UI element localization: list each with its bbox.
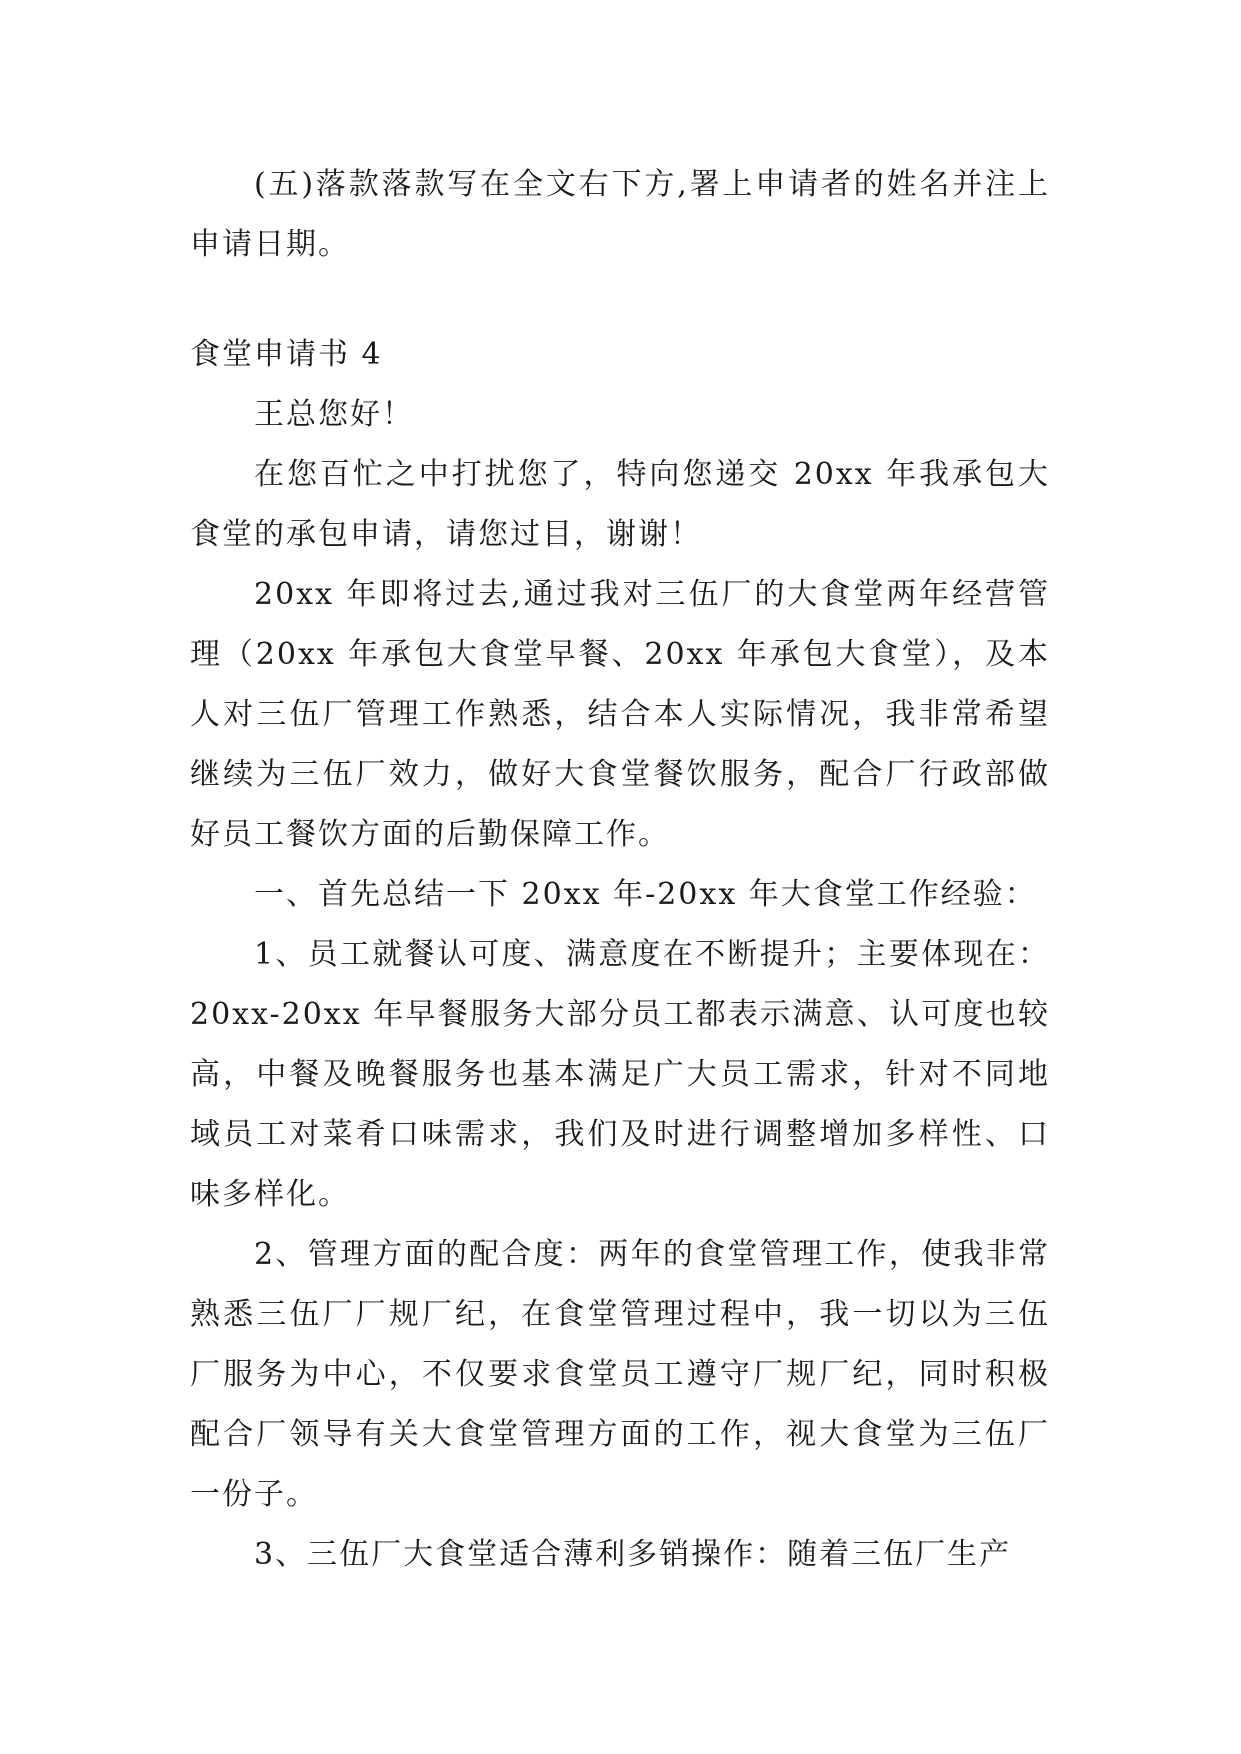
paragraph-point-3: 3、三伍厂大食堂适合薄利多销操作：随着三伍厂生产 (254, 1537, 1012, 1572)
paragraph-signature-instructions: (五)落款落款写在全文右下方,署上申请者的姓名并注上申请日期。 (190, 167, 1050, 262)
section-title: 食堂申请书 4 (190, 337, 383, 372)
paragraph-intro: 在您百忙之中打扰您了，特向您递交 20xx 年我承包大食堂的承包申请，请您过目，谢谢！ (190, 457, 1050, 552)
document-body (190, 155, 1050, 1585)
paragraph-background: 20xx 年即将过去,通过我对三伍厂的大食堂两年经营管理（20xx 年承包大食堂早餐、20xx 年承包大食堂），及本人对三伍厂管理工作熟悉，结合本人实际情况，我非常希望继续为三伍厂效力，做好大食堂餐饮服务，配合厂行政部做好员工餐饮方面的后勤保障工作。 (190, 577, 1050, 852)
paragraph-summary-heading: 一、首先总结一下 20xx 年-20xx 年大食堂工作经验： (254, 877, 1037, 912)
paragraph-point-2: 2、管理方面的配合度：两年的食堂管理工作，使我非常熟悉三伍厂厂规厂纪，在食堂管理过程中，我一切以为三伍厂服务为中心，不仅要求食堂员工遵守厂规厂纪，同时积极配合厂领导有关大食堂管理方面的工作，视大食堂为三伍厂一份子。 (190, 1237, 1050, 1512)
greeting: 王总您好！ (254, 397, 414, 432)
paragraph-point-1: 1、员工就餐认可度、满意度在不断提升；主要体现在：20xx-20xx 年早餐服务大部分员工都表示满意、认可度也较高，中餐及晚餐服务也基本满足广大员工需求，针对不同地域员工对菜肴口味需求，我们及时进行调整增加多样性、口味多样化。 (190, 937, 1050, 1212)
